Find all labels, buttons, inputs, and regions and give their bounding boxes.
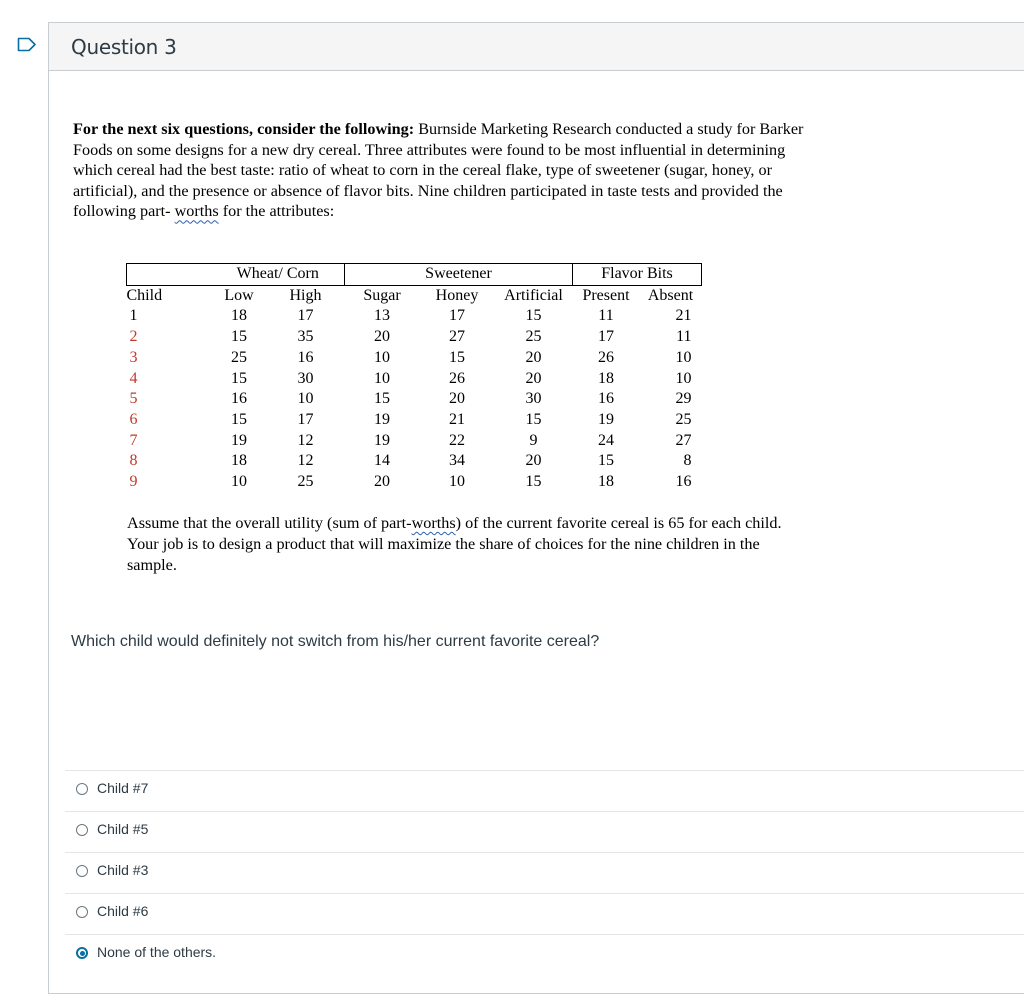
table-row <box>127 472 702 493</box>
cell-artificial: 9 <box>529 431 538 449</box>
cell-low: 18 <box>231 452 247 470</box>
cell-absent: 10 <box>675 348 692 366</box>
cell-sugar: 10 <box>374 369 390 387</box>
cell-absent: 10 <box>675 369 692 387</box>
question-header <box>49 23 1024 71</box>
cell-high: 12 <box>297 452 314 470</box>
col-header-honey: Honey <box>435 286 479 304</box>
cell-artificial: 20 <box>525 348 542 366</box>
cell-child: 5 <box>129 390 138 408</box>
col-header-high: High <box>289 286 322 304</box>
cell-sugar: 20 <box>374 473 390 491</box>
cell-present: 18 <box>598 369 614 387</box>
cell-honey: 20 <box>449 390 465 408</box>
cell-sugar: 15 <box>374 390 390 408</box>
answer-label[interactable]: Child #5 <box>97 821 149 837</box>
cell-artificial: 15 <box>525 307 542 325</box>
answer-option-selected[interactable] <box>65 934 1024 975</box>
cell-absent: 16 <box>675 473 692 491</box>
question-intro <box>73 119 808 222</box>
answer-option[interactable] <box>65 893 1024 934</box>
table-row <box>127 327 702 348</box>
intro-text-1: Burnside Marketing Research conducted a study for Barker Foods on some designs for a new dry cereal. Three attributes were found to be most influential in determining which cereal had the best taste: ratio of wheat to corn in the cereal flake, type of sweetener (sugar, honey, or artificial), and the presence or absence of flavor bits. Nine children participated in taste tests and provided the following part- <box>73 120 804 221</box>
cell-low: 10 <box>231 473 247 491</box>
table-row <box>127 348 702 369</box>
answer-label[interactable]: None of the others. <box>97 944 217 960</box>
column-header-row <box>127 285 702 306</box>
cell-sugar: 20 <box>374 328 390 346</box>
table-row <box>127 369 702 390</box>
cell-low: 18 <box>231 307 247 325</box>
table-row <box>127 451 702 472</box>
answer-label[interactable]: Child #3 <box>97 862 149 878</box>
table-row <box>127 306 702 327</box>
cell-high: 17 <box>297 307 314 325</box>
cell-high: 30 <box>297 369 314 387</box>
part-worths-table <box>126 263 702 493</box>
radio-button[interactable] <box>76 906 88 918</box>
group-header-sweetener: Sweetener <box>345 264 573 286</box>
cell-present: 15 <box>598 452 614 470</box>
radio-button[interactable] <box>76 783 88 795</box>
cell-present: 17 <box>598 328 614 346</box>
cell-high: 12 <box>297 431 314 449</box>
cell-sugar: 14 <box>374 452 390 470</box>
cell-artificial: 20 <box>525 369 542 387</box>
cell-high: 10 <box>297 390 314 408</box>
question-card <box>48 22 1024 994</box>
cell-low: 15 <box>231 328 247 346</box>
col-header-present: Present <box>582 286 630 304</box>
cell-honey: 26 <box>449 369 465 387</box>
radio-button[interactable] <box>76 824 88 836</box>
answer-label[interactable]: Child #7 <box>97 780 149 796</box>
group-header-flavor-bits: Flavor Bits <box>573 264 702 286</box>
answer-option[interactable] <box>65 770 1024 811</box>
intro-lead: For the next six questions, consider the following: <box>73 120 415 138</box>
answer-label[interactable]: Child #6 <box>97 903 149 919</box>
radio-button-selected[interactable] <box>76 947 88 959</box>
assume-text-2: ) of the current favorite cereal is 65 for each child. Your job is to design a product that will maximize the share of choices for the nine children in the sample. <box>127 514 782 574</box>
cell-child: 7 <box>129 431 138 449</box>
assume-text-1: Assume that the overall utility (sum of part- <box>127 514 412 532</box>
answer-list <box>65 770 1024 975</box>
cell-child: 8 <box>129 452 138 470</box>
cell-sugar: 13 <box>374 307 390 325</box>
group-header-row <box>127 264 702 286</box>
cell-honey: 15 <box>449 348 465 366</box>
cell-absent: 29 <box>675 390 692 408</box>
col-header-low: Low <box>224 286 254 304</box>
cell-artificial: 15 <box>525 410 542 428</box>
group-header-blank <box>127 264 212 286</box>
cell-present: 26 <box>598 348 614 366</box>
table-row <box>127 410 702 431</box>
cell-low: 25 <box>231 348 247 366</box>
cell-high: 35 <box>297 328 314 346</box>
cell-present: 24 <box>598 431 614 449</box>
cell-sugar: 10 <box>374 348 390 366</box>
cell-low: 15 <box>231 369 247 387</box>
cell-honey: 34 <box>449 452 465 470</box>
col-header-child: Child <box>126 286 163 304</box>
cell-absent: 8 <box>683 452 692 470</box>
cell-child: 4 <box>129 369 138 387</box>
cell-high: 17 <box>297 410 314 428</box>
cell-low: 15 <box>231 410 247 428</box>
cell-present: 16 <box>598 390 614 408</box>
cell-absent: 21 <box>675 307 692 325</box>
cell-child: 2 <box>129 328 138 346</box>
intro-text-2: for the attributes: <box>218 202 335 221</box>
bookmark-flag-icon[interactable] <box>17 37 37 52</box>
cell-artificial: 15 <box>525 473 542 491</box>
cell-sugar: 19 <box>374 431 390 449</box>
cell-absent: 11 <box>676 328 692 346</box>
cell-present: 11 <box>598 307 614 325</box>
col-header-absent: Absent <box>647 286 694 304</box>
radio-button[interactable] <box>76 865 88 877</box>
cell-absent: 27 <box>675 431 692 449</box>
cell-sugar: 19 <box>374 410 390 428</box>
cell-present: 19 <box>598 410 614 428</box>
cell-honey: 27 <box>449 328 465 346</box>
cell-high: 25 <box>297 473 314 491</box>
col-header-artificial: Artificial <box>504 286 563 304</box>
cell-honey: 22 <box>449 431 465 449</box>
cell-low: 19 <box>231 431 247 449</box>
table-row <box>127 389 702 410</box>
assume-worths: worths <box>411 514 456 532</box>
cell-artificial: 30 <box>525 390 542 408</box>
cell-high: 16 <box>297 348 314 366</box>
cell-artificial: 25 <box>525 328 542 346</box>
cell-child: 6 <box>129 410 138 428</box>
cell-child: 9 <box>129 473 138 491</box>
cell-low: 16 <box>231 390 247 408</box>
cell-honey: 10 <box>449 473 465 491</box>
table-row <box>127 431 702 452</box>
cell-artificial: 20 <box>525 452 542 470</box>
col-header-sugar: Sugar <box>363 286 401 304</box>
cell-honey: 17 <box>449 307 465 325</box>
cell-child: 3 <box>129 348 138 366</box>
assumption-text <box>127 513 787 575</box>
intro-worths: worths <box>174 202 219 221</box>
group-header-wheat-corn: Wheat/ Corn <box>212 264 345 286</box>
cell-present: 18 <box>598 473 614 491</box>
question-title: Question 3 <box>71 35 177 59</box>
answer-option[interactable] <box>65 811 1024 852</box>
cell-absent: 25 <box>675 410 692 428</box>
question-prompt: Which child would definitely not switch from his/her current favorite cereal? <box>71 633 600 650</box>
answer-option[interactable] <box>65 852 1024 893</box>
cell-honey: 21 <box>449 410 465 428</box>
cell-child: 1 <box>129 307 138 325</box>
